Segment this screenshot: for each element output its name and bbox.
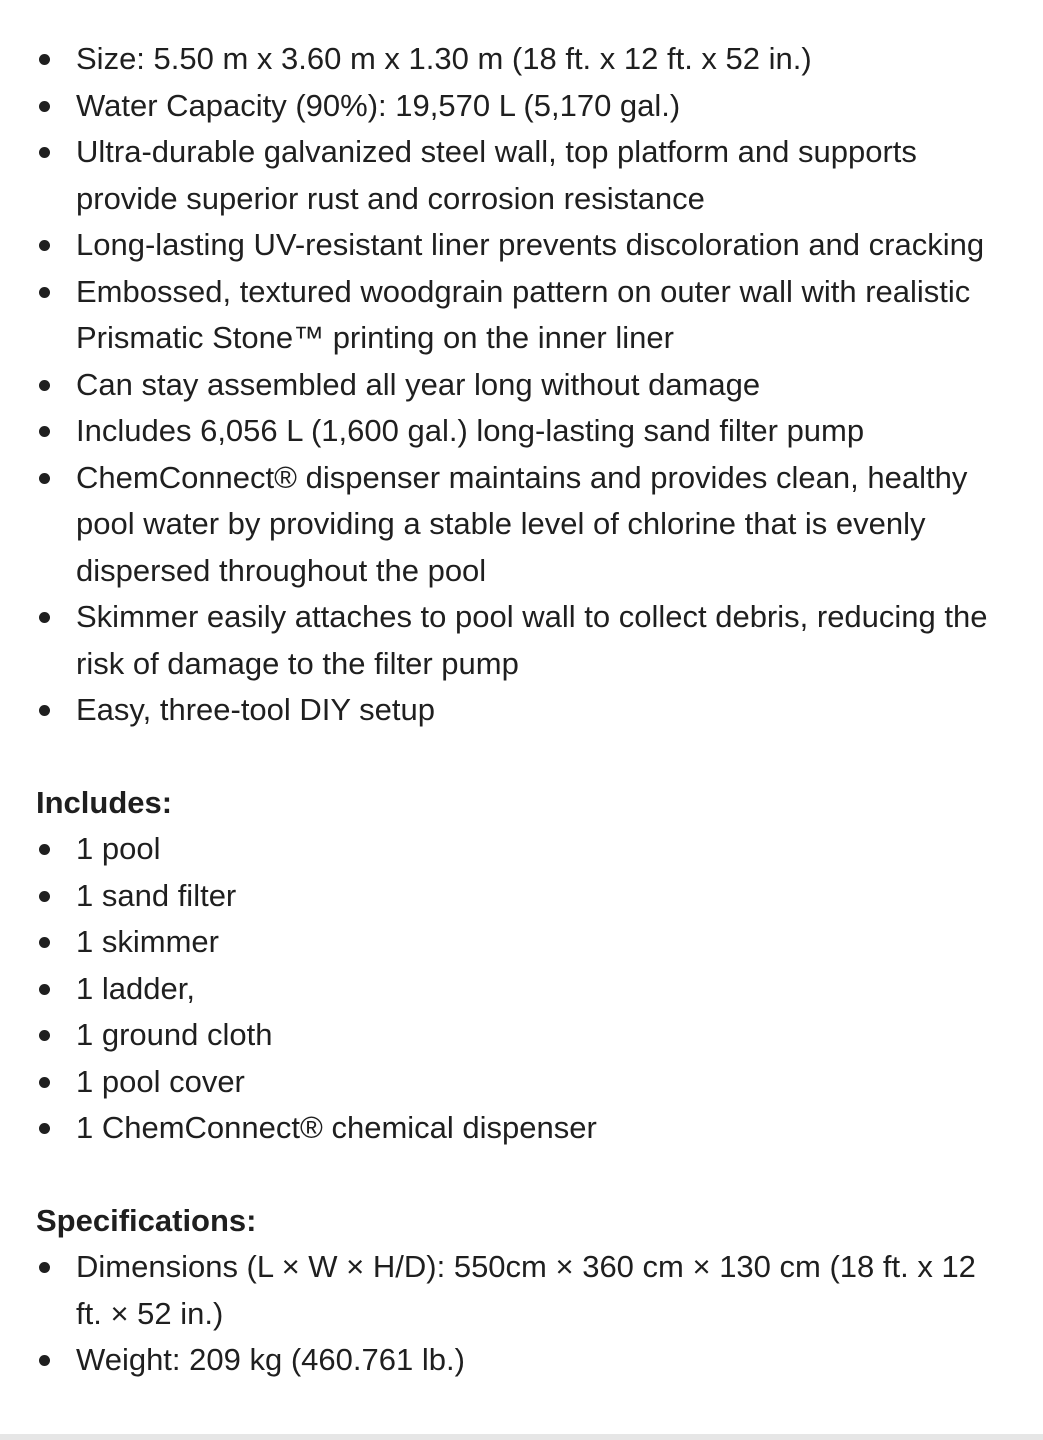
include-text: 1 sand filter [76,877,237,913]
include-text: 1 skimmer [76,924,219,959]
feature-text: Ultra-durable galvanized steel wall, top platform and supports provide superior rust and corrosion resistance [76,134,917,216]
bullet-icon [39,984,50,995]
include-text: 1 ground cloth [76,1017,273,1052]
list-item [36,1105,1003,1152]
bullet-icon [39,1262,50,1273]
include-text: 1 pool [76,831,161,866]
bullet-icon [39,1355,50,1366]
list-item [36,269,1003,362]
list-item [36,83,1003,130]
list-item [36,129,1003,222]
bottom-divider [0,1434,1043,1440]
bullet-icon [39,891,50,902]
list-item [36,1337,1003,1384]
list-item [36,36,1003,83]
feature-text: Skimmer easily attaches to pool wall to collect debris, reducing the risk of damage to the filter pump [76,599,988,681]
specifications-list [36,1244,1003,1384]
bullet-icon [39,844,50,855]
list-item [36,1244,1003,1337]
bullet-icon [39,705,50,716]
bullet-icon [39,240,50,251]
include-text: 1 ladder, [76,970,195,1006]
list-item [36,222,1003,269]
feature-text: Size: 5.50 m x 3.60 m x 1.30 m (18 ft. x 12 ft. x 52 in.) [76,41,812,76]
list-item [36,873,1003,920]
specifications-heading: Specifications: [36,1202,257,1238]
includes-list [36,826,1003,1152]
list-item [36,826,1003,873]
feature-text: ChemConnect® dispenser maintains and provides clean, healthy pool water by providing a stable level of chlorine that is evenly dispersed throughout the pool [76,459,968,588]
bullet-icon [39,1123,50,1134]
spec-text: Dimensions (L × W × H/D): 550cm × 360 cm × 130 cm (18 ft. x 12 ft. × 52 in.) [76,1249,976,1331]
feature-text: Includes 6,056 L (1,600 gal.) long-lasting sand filter pump [76,413,865,448]
bullet-icon [39,101,50,112]
feature-text: Long-lasting UV-resistant liner prevents discoloration and cracking [76,227,985,262]
list-item [36,1059,1003,1106]
bullet-icon [39,1030,50,1041]
feature-text: Can stay assembled all year long without damage [76,366,761,402]
bullet-icon [39,426,50,437]
bullet-icon [39,1077,50,1088]
features-list [36,36,1003,734]
bullet-icon [39,937,50,948]
spec-text: Weight: 209 kg (460.761 lb.) [76,1342,465,1377]
bullet-icon [39,380,50,391]
includes-heading: Includes: [36,784,173,820]
list-item [36,919,1003,966]
bullet-icon [39,54,50,65]
bullet-icon [39,147,50,158]
list-item [36,362,1003,409]
section-spacer [36,1152,1003,1198]
include-text: 1 ChemConnect® chemical dispenser [76,1110,597,1145]
list-item [36,687,1003,734]
list-item [36,966,1003,1013]
bullet-icon [39,612,50,623]
section-spacer [36,734,1003,780]
list-item [36,455,1003,595]
list-item [36,594,1003,687]
feature-text: Embossed, textured woodgrain pattern on outer wall with realistic Prismatic Stone™ printing on the inner liner [76,273,971,355]
bullet-icon [39,287,50,298]
list-item [36,1012,1003,1059]
bullet-icon [39,473,50,484]
feature-text: Easy, three-tool DIY setup [76,692,435,727]
feature-text: Water Capacity (90%): 19,570 L (5,170 gal.) [76,87,681,123]
include-text: 1 pool cover [76,1063,245,1099]
list-item [36,408,1003,455]
